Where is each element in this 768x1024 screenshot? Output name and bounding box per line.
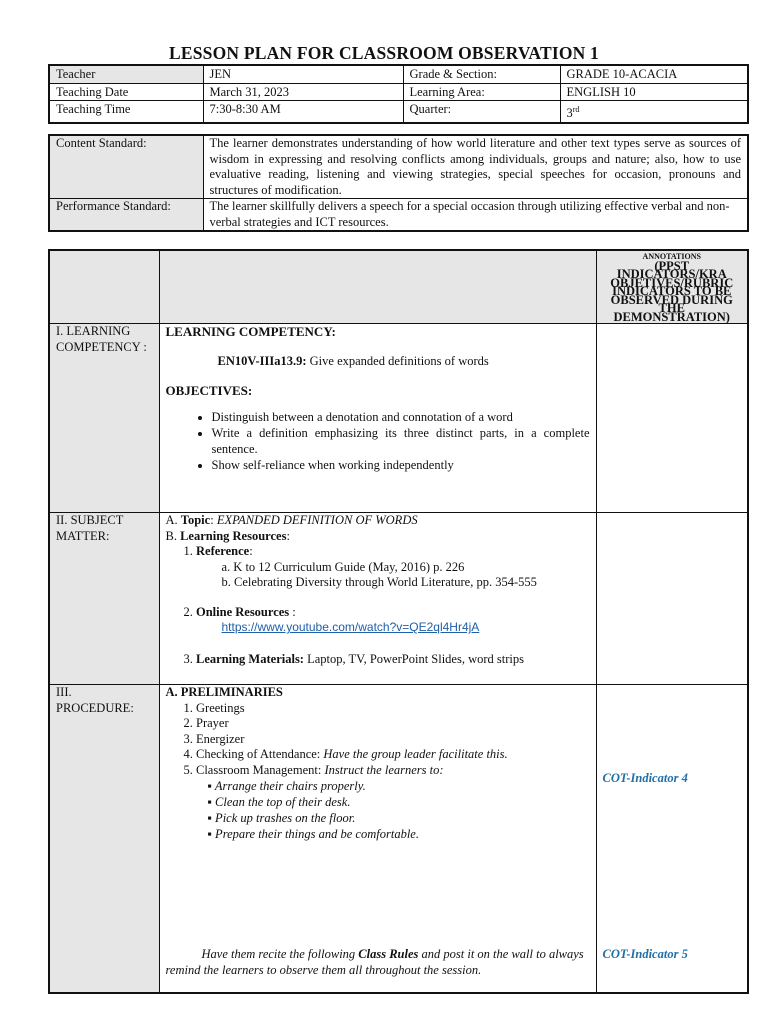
date-label: Teaching Date <box>49 83 203 101</box>
info-row <box>49 83 748 101</box>
recite-a: Have them recite the following <box>201 947 359 961</box>
reference-prefix: 1. <box>183 544 196 558</box>
topic-value: EXPANDED DEFINITION OF WORDS <box>216 513 418 527</box>
subject-label: II. SUBJECT MATTER: <box>49 513 159 685</box>
standards-table <box>48 134 749 232</box>
procedure-annotation <box>596 685 748 993</box>
online-label: Online Resources <box>196 604 290 619</box>
competency-content <box>159 324 596 513</box>
step-item <box>166 763 590 779</box>
lesson-table <box>48 249 749 994</box>
step5-italic: Instruct the learners to: <box>324 762 444 777</box>
competency-label: I. LEARNING COMPETENCY : <box>49 324 159 513</box>
header-blank-cell <box>49 250 159 324</box>
annotations-title: ANNOTATIONS <box>642 252 701 261</box>
grade-label: Grade & Section: <box>403 65 560 83</box>
materials-value: Laptop, TV, PowerPoint Slides, word strips <box>303 651 525 666</box>
objectives-heading: OBJECTIVES: <box>165 383 253 398</box>
time-label: Teaching Time <box>49 101 203 123</box>
objective-item: • Distinguish between a denotation and connotation of a word <box>212 409 590 425</box>
reference-a: a. K to 12 Curriculum Guide (May, 2016) p. 226 <box>221 559 465 574</box>
bullet-item: ▪ Pick up trashes on the floor. <box>207 811 356 825</box>
quarter-suffix: rd <box>572 105 580 114</box>
topic-prefix: A. <box>165 513 181 527</box>
step5-prefix: 5. Classroom Management: <box>183 762 325 777</box>
recite-bold: Class Rules <box>358 947 419 961</box>
teacher-label: Teacher <box>49 65 203 83</box>
area-value: ENGLISH 10 <box>560 83 748 101</box>
online-prefix: 2. <box>183 604 196 619</box>
header-row <box>49 250 748 324</box>
topic-sep: : <box>210 513 217 527</box>
procedure-content <box>159 685 596 993</box>
resources-sep: : <box>286 528 290 543</box>
materials-label: Learning Materials: <box>196 651 304 666</box>
step-item: 1. Greetings <box>183 700 245 715</box>
reference-line <box>166 544 590 560</box>
info-row <box>49 65 748 83</box>
performance-standard-row <box>49 199 748 232</box>
reference-b: b. Celebrating Diversity through World Literature, pp. 354-555 <box>221 575 537 589</box>
step-item: 2. Prayer <box>183 716 229 730</box>
content-standard-row <box>49 135 748 199</box>
management-bullets <box>166 778 590 842</box>
materials-prefix: 3. <box>183 651 196 666</box>
page-title: LESSON PLAN FOR CLASSROOM OBSERVATION 1 <box>168 43 600 63</box>
bullet-item: ▪ Arrange their chairs properly. <box>207 779 366 793</box>
time-value: 7:30-8:30 AM <box>203 101 403 123</box>
resources-prefix: B. <box>165 528 181 543</box>
grade-value: GRADE 10-ACACIA <box>560 65 748 83</box>
objective-item: • Write a definition emphasizing its three distinct parts, in a complete sentence. <box>212 425 590 457</box>
class-rules-instruction <box>166 947 590 978</box>
online-resource-link[interactable]: https://www.youtube.com/watch?v=QE2ql4Hr4jA <box>221 620 480 634</box>
competency-code-line <box>166 354 590 370</box>
competency-heading: LEARNING COMPETENCY: <box>165 324 336 339</box>
quarter-number: 3 <box>566 106 573 121</box>
performance-standard-text: The learner skillfully delivers a speech for a special occasion through utilizing effective verbal and non-verbal strategies and ICT resources. <box>203 199 748 232</box>
competency-row <box>49 324 748 513</box>
step-item <box>166 747 590 763</box>
subject-content <box>159 513 596 685</box>
preliminaries-heading: A. PRELIMINARIES <box>165 685 283 699</box>
bullet-item: ▪ Prepare their things and be comfortable. <box>207 827 419 841</box>
resources-label: Learning Resources <box>180 528 287 543</box>
online-line <box>166 605 590 621</box>
cot-indicator-5: COT-Indicator 5 <box>602 947 688 961</box>
objectives-list <box>166 409 590 473</box>
quarter-value <box>560 101 748 123</box>
bullet-item: ▪ Clean the top of their desk. <box>207 795 351 809</box>
subject-annotation <box>596 513 748 685</box>
date-value: March 31, 2023 <box>203 83 403 101</box>
info-row <box>49 101 748 123</box>
header-blank-cell <box>159 250 596 324</box>
teacher-value: JEN <box>203 65 403 83</box>
subject-row <box>49 513 748 685</box>
resources-line <box>166 529 590 545</box>
quarter-label: Quarter: <box>403 101 560 123</box>
step4-prefix: 4. Checking of Attendance: <box>183 747 324 761</box>
info-table <box>48 64 749 124</box>
performance-standard-label: Performance Standard: <box>49 199 203 232</box>
competency-code-text: Give expanded definitions of words <box>306 353 489 368</box>
recite-b: and post it on the wall to always remind the learners to observe them all throughout the session. <box>165 947 584 977</box>
objective-item: • Show self-reliance when working independently <box>212 457 590 473</box>
content-standard-label: Content Standard: <box>49 135 203 199</box>
reference-sep: : <box>249 544 253 558</box>
step-item: 3. Energizer <box>183 731 245 746</box>
competency-annotation <box>596 324 748 513</box>
procedure-row <box>49 685 748 993</box>
step4-italic: Have the group leader facilitate this. <box>323 747 508 761</box>
cot-indicator-4: COT-Indicator 4 <box>602 771 688 785</box>
online-link-line <box>166 620 590 636</box>
annotations-subtitle: (PPST INDICATORS/KRA OBJETIVES/RUBRIC INDICATORS TO BE OBSERVED DURING THE DEMONSTRATION) <box>610 258 734 324</box>
topic-label: Topic <box>180 513 211 527</box>
area-label: Learning Area: <box>403 83 560 101</box>
reference-label: Reference <box>196 544 250 558</box>
annotations-header <box>596 250 748 324</box>
content-standard-text: The learner demonstrates understanding of how world literature and other text types serve as sources of wisdom in expressing and resolving conflicts among individuals, groups and nature; also, how to use evaluative reading, listening and viewing strategies, special speeches for occasion, pronouns and structures of modification. <box>203 135 748 199</box>
competency-code: EN10V-IIIa13.9: <box>217 353 307 368</box>
materials-line <box>166 652 590 668</box>
procedure-label: III. PROCEDURE: <box>49 685 159 993</box>
topic-line <box>166 513 590 529</box>
online-sep: : <box>289 604 296 619</box>
